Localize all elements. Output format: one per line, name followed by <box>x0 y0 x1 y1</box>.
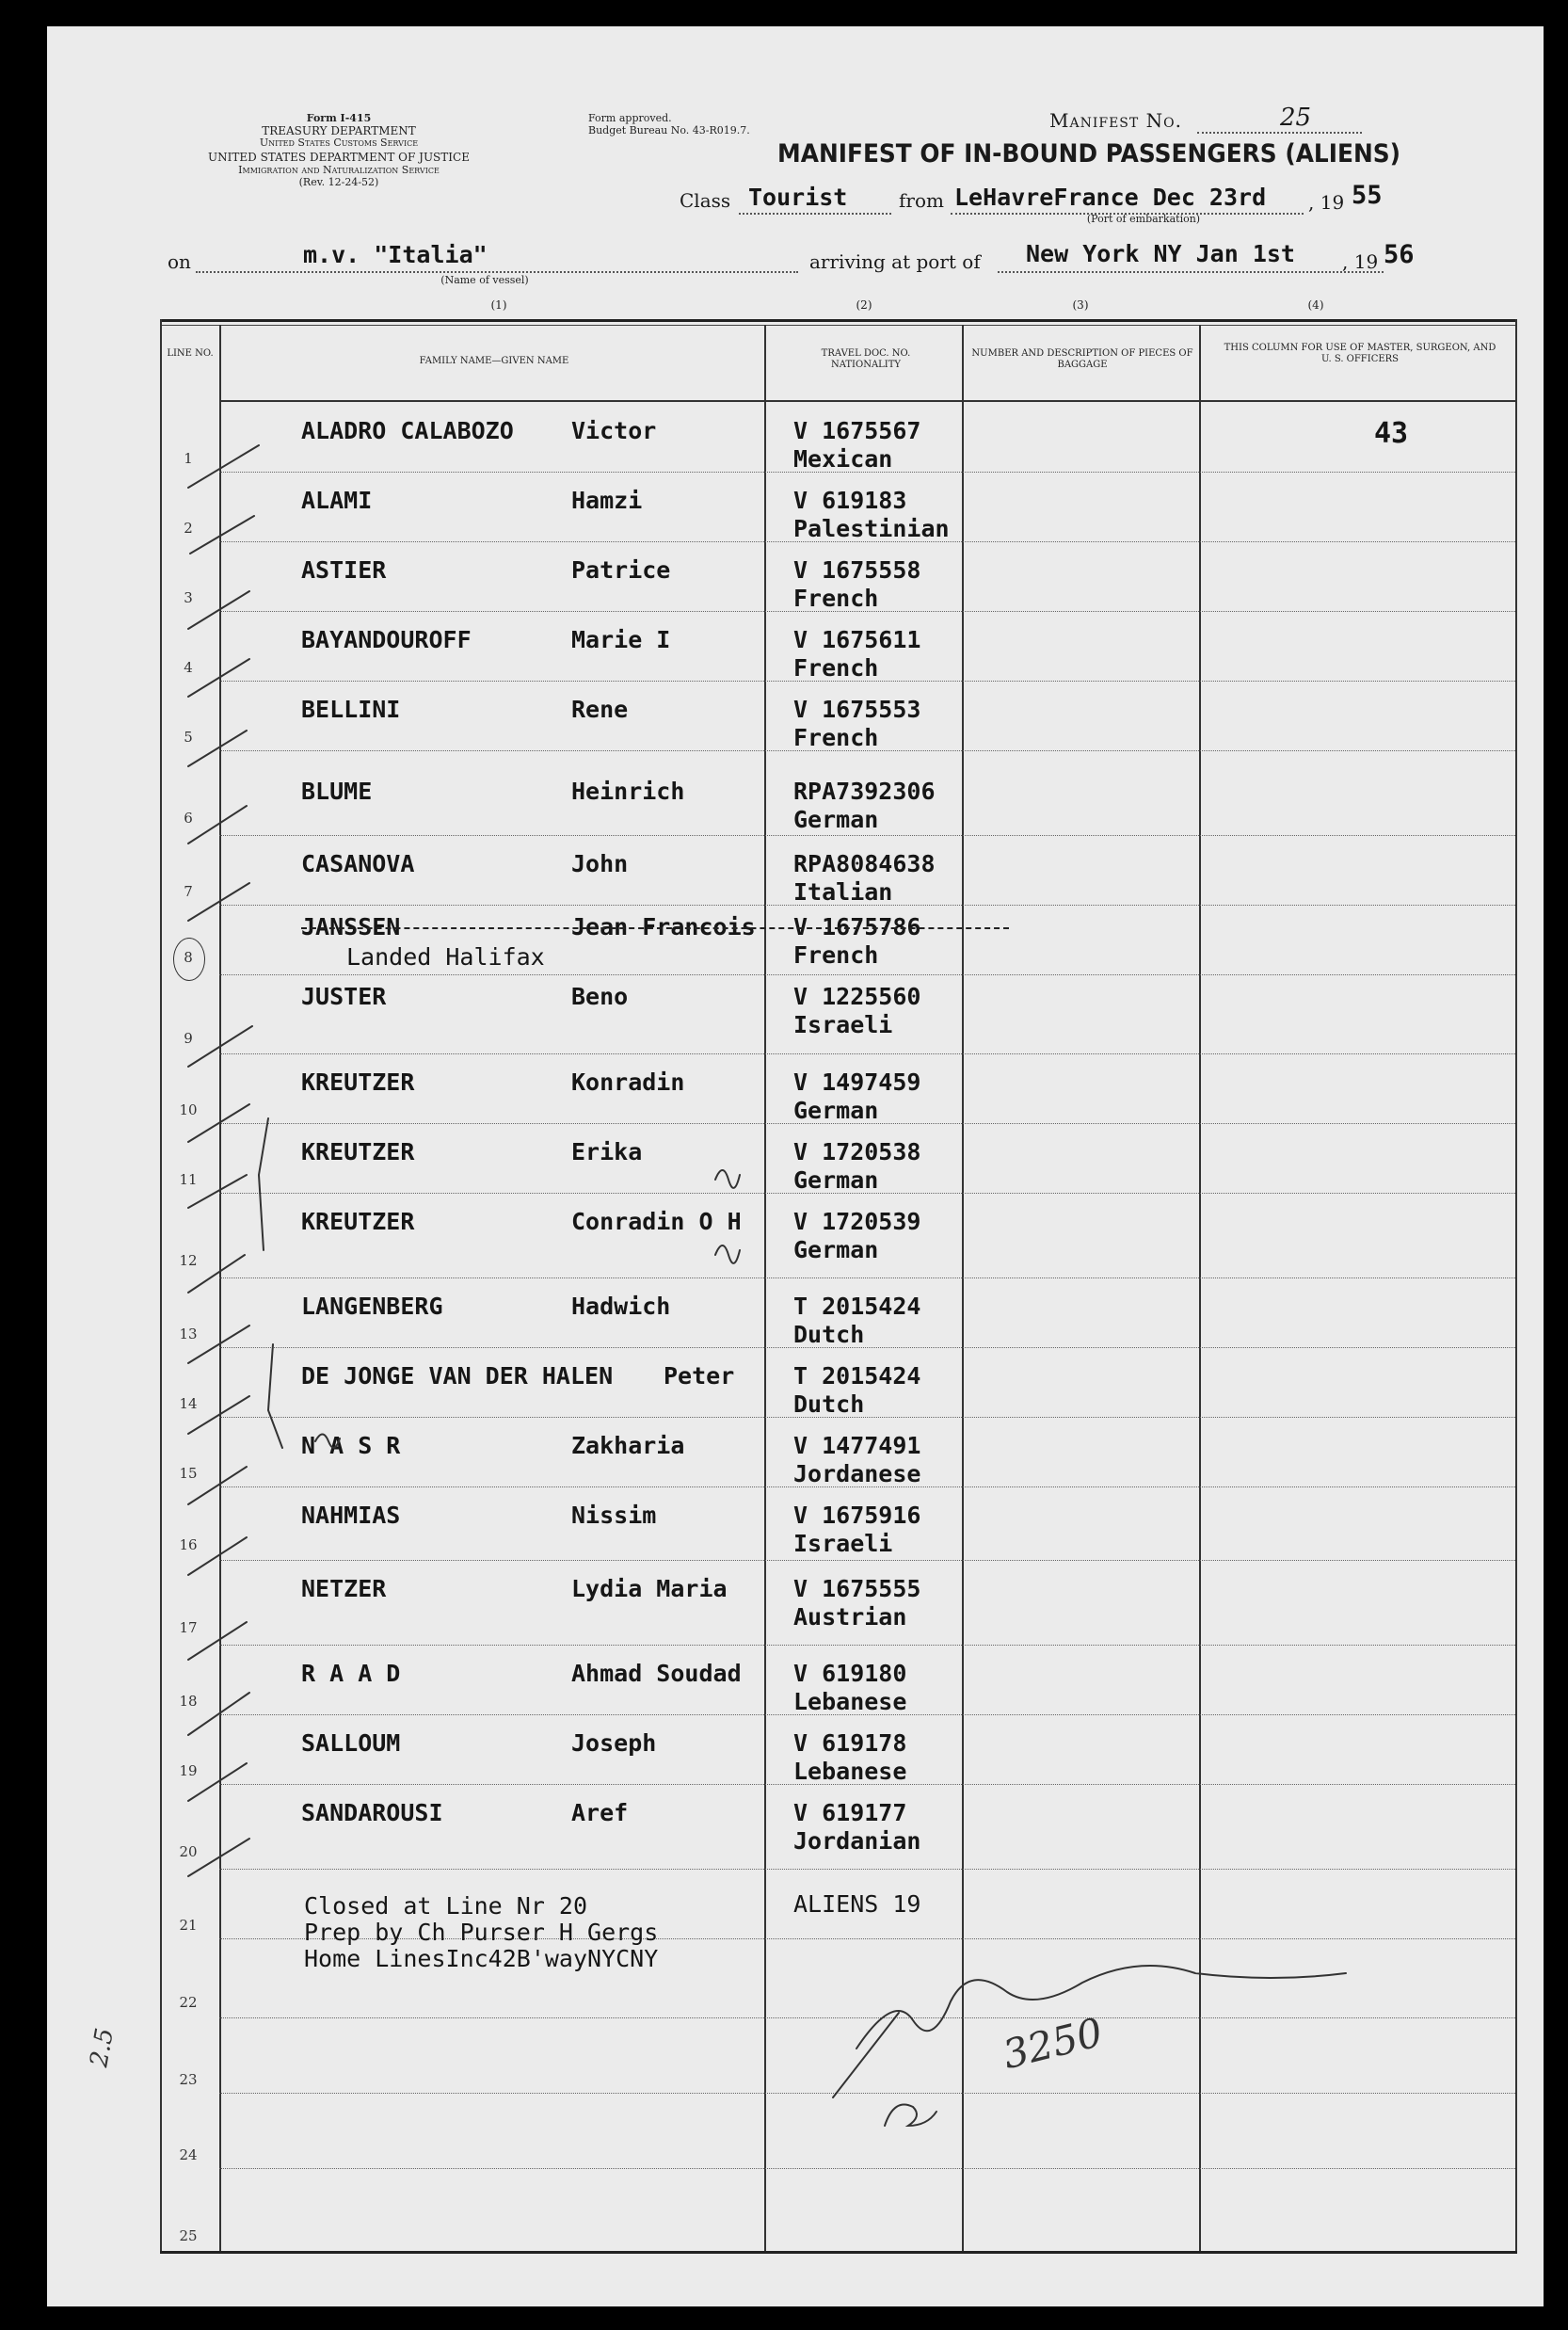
treasury-label: TREASURY DEPARTMENT <box>262 123 416 137</box>
line-number: 13 <box>179 1326 198 1342</box>
table-row <box>47 682 1544 751</box>
nationality: Israeli <box>793 1011 893 1038</box>
travel-doc-number: V 619177 <box>793 1799 907 1826</box>
line-number: 20 <box>179 1843 198 1860</box>
strike-through-line <box>301 927 1009 929</box>
family-name: BELLINI <box>301 696 401 723</box>
arriving-label: arriving at port of <box>809 250 981 273</box>
nationality: Jordanese <box>793 1460 921 1487</box>
family-name: KREUTZER <box>301 1069 415 1096</box>
nationality: Italian <box>793 878 893 906</box>
table-top-rule-thin <box>160 325 1517 326</box>
header-line-no: LINE NO. <box>167 348 214 359</box>
nationality: French <box>793 654 879 682</box>
family-name: KREUTZER <box>301 1138 415 1165</box>
year1-value: 55 <box>1352 181 1383 210</box>
aliens-count: ALIENS 19 <box>793 1890 921 1918</box>
budget-bureau: Budget Bureau No. 43-R019.7. <box>588 123 750 137</box>
page-note: 2.5 <box>85 2026 120 2069</box>
revision-label: (Rev. 12-24-52) <box>298 175 379 188</box>
given-name: Peter <box>664 1362 735 1390</box>
form-approved: Form approved. <box>588 112 672 124</box>
family-name: DE JONGE VAN DER HALEN <box>301 1362 614 1390</box>
travel-doc-number: V 1675567 <box>793 417 921 444</box>
nationality: Jordanian <box>793 1827 921 1855</box>
family-name: BAYANDOUROFF <box>301 626 472 653</box>
manifest-number-label: Manifest No. <box>1049 109 1182 132</box>
nationality: German <box>793 1097 879 1124</box>
family-name: NAHMIAS <box>301 1502 401 1529</box>
line-number: 23 <box>179 2071 198 2088</box>
given-name: Heinrich <box>571 778 685 805</box>
family-name: N A S R <box>301 1432 401 1459</box>
stamp-number: 3250 <box>998 2008 1108 2079</box>
table-header-rule <box>219 400 1515 402</box>
given-name: Nissim <box>571 1502 657 1529</box>
year2-prefix: , 19 <box>1342 250 1379 273</box>
table-row <box>47 612 1544 682</box>
travel-doc-number: V 1497459 <box>793 1069 921 1096</box>
table-row <box>47 836 1544 906</box>
table-row <box>47 1561 1544 1646</box>
given-name: John <box>571 850 629 877</box>
table-row <box>47 1278 1544 1348</box>
manifest-title: MANIFEST OF IN-BOUND PASSENGERS (ALIENS) <box>777 139 1400 169</box>
family-name: SANDAROUSI <box>301 1799 443 1826</box>
line-number: 8 <box>184 949 193 966</box>
family-name: NETZER <box>301 1575 387 1602</box>
table-row <box>47 1124 1544 1194</box>
given-name: Aref <box>571 1799 629 1826</box>
family-name: JANSSEN <box>301 913 401 940</box>
table-row-struck <box>47 906 1544 975</box>
line-number: 22 <box>179 1994 198 2011</box>
nationality: German <box>793 1236 879 1263</box>
nationality: Palestinian <box>793 515 950 542</box>
travel-doc-number: V 1675553 <box>793 696 921 723</box>
line-number: 6 <box>184 810 193 827</box>
dotted-line <box>739 213 891 215</box>
justice-label: UNITED STATES DEPARTMENT OF JUSTICE <box>208 151 470 165</box>
table-row <box>47 1418 1544 1487</box>
given-name: Patrice <box>571 556 671 584</box>
given-name: Rene <box>571 696 629 723</box>
family-name: CASANOVA <box>301 850 415 877</box>
manifest-page <box>47 26 1544 2306</box>
line-number: 10 <box>179 1101 198 1118</box>
travel-doc-number: V 1675611 <box>793 626 921 653</box>
year1-prefix: , 19 <box>1308 191 1345 214</box>
column-number-1: (1) <box>490 298 507 312</box>
vessel-value: m.v. "Italia" <box>303 241 488 268</box>
given-name: Joseph <box>571 1729 657 1757</box>
dotted-line <box>998 271 1384 273</box>
line-number: 9 <box>184 1030 193 1047</box>
table-row <box>47 1487 1544 1561</box>
family-name: JUSTER <box>301 983 387 1010</box>
header-officers: THIS COLUMN FOR USE OF MASTER, SURGEON, AND U. S. OFFICERS <box>1224 343 1496 364</box>
line-number: 15 <box>179 1465 198 1482</box>
header-travel-doc: TRAVEL DOC. NO. NATIONALITY <box>821 348 911 370</box>
line-number: 17 <box>179 1619 198 1636</box>
line-number: 4 <box>184 659 193 676</box>
table-bottom-rule <box>160 2251 1517 2254</box>
line-number: 5 <box>184 729 193 746</box>
on-label: on <box>168 250 191 273</box>
line-number: 14 <box>179 1395 198 1412</box>
family-name: SALLOUM <box>301 1729 401 1757</box>
travel-doc-number: V 1675555 <box>793 1575 921 1602</box>
table-row <box>47 2169 1544 2250</box>
nationality: Israeli <box>793 1530 893 1557</box>
travel-doc-number: V 1225560 <box>793 983 921 1010</box>
table-row <box>47 975 1544 1054</box>
table-row <box>47 2094 1544 2169</box>
line-number: 3 <box>184 589 193 606</box>
line-number: 12 <box>179 1252 198 1269</box>
vessel-caption: (Name of vessel) <box>440 274 529 286</box>
ins-label: Immigration and Naturalization Service <box>238 163 440 176</box>
travel-doc-number: V 619180 <box>793 1660 907 1687</box>
table-row <box>47 1939 1544 2018</box>
given-name: Hadwich <box>571 1293 671 1320</box>
table-row <box>47 1194 1544 1278</box>
given-name: Jean Francois <box>571 913 756 940</box>
travel-doc-number: V 619183 <box>793 487 907 514</box>
table-row <box>47 542 1544 612</box>
travel-doc-number: T 2015424 <box>793 1293 921 1320</box>
nationality: Mexican <box>793 445 893 473</box>
form-header-left <box>151 113 527 188</box>
table-row <box>47 403 1544 473</box>
arriving-value: New York NY Jan 1st <box>1026 240 1295 267</box>
form-number: Form I-415 <box>306 112 372 124</box>
travel-doc-number: RPA8084638 <box>793 850 936 877</box>
table-row <box>47 1715 1544 1785</box>
travel-doc-number: V 1675558 <box>793 556 921 584</box>
officer-note: 43 <box>1374 417 1409 450</box>
given-name: Zakharia <box>571 1432 685 1459</box>
column-number-4: (4) <box>1307 298 1324 312</box>
line-number: 25 <box>179 2227 198 2244</box>
table-row <box>47 1646 1544 1715</box>
table-row <box>47 2018 1544 2094</box>
family-name: ALAMI <box>301 487 373 514</box>
from-value: LeHavreFrance Dec 23rd <box>954 184 1267 211</box>
nationality: Austrian <box>793 1603 907 1631</box>
given-name: Victor <box>571 417 657 444</box>
line-number: 16 <box>179 1536 198 1553</box>
given-name: Hamzi <box>571 487 643 514</box>
nationality: Dutch <box>793 1321 865 1348</box>
dotted-line <box>196 271 798 273</box>
given-name: Conradin O H <box>571 1208 742 1235</box>
form-approval <box>588 113 795 137</box>
customs-label: United States Customs Service <box>259 137 419 150</box>
family-name: R A A D <box>301 1660 401 1687</box>
nationality: German <box>793 806 879 833</box>
travel-doc-number: V 619178 <box>793 1729 907 1757</box>
dotted-line <box>1197 132 1362 134</box>
line-number: 11 <box>179 1171 198 1188</box>
line-number: 1 <box>184 450 193 467</box>
column-number-3: (3) <box>1072 298 1089 312</box>
nationality: German <box>793 1166 879 1194</box>
family-name: BLUME <box>301 778 373 805</box>
given-name: Ahmad Soudad <box>571 1660 742 1687</box>
family-name: KREUTZER <box>301 1208 415 1235</box>
line-number: 19 <box>179 1762 198 1779</box>
given-name: Erika <box>571 1138 643 1165</box>
travel-doc-number: V 1675786 <box>793 913 921 940</box>
family-name: ALADRO CALABOZO <box>301 417 514 444</box>
port-embarkation-caption: (Port of embarkation) <box>1086 213 1201 225</box>
nationality: French <box>793 941 879 969</box>
class-label: Class <box>680 189 731 212</box>
family-name: ASTIER <box>301 556 387 584</box>
class-value: Tourist <box>748 184 848 211</box>
closing-line-3: Home LinesInc42B'wayNYCNY <box>304 1945 659 1972</box>
nationality: Lebanese <box>793 1758 907 1785</box>
travel-doc-number: V 1720539 <box>793 1208 921 1235</box>
given-name: Konradin <box>571 1069 685 1096</box>
line-number: 2 <box>184 520 193 537</box>
table-row <box>47 1054 1544 1124</box>
line-number: 7 <box>184 883 193 900</box>
table-row <box>47 473 1544 542</box>
line-number: 21 <box>179 1917 198 1934</box>
travel-doc-number: RPA7392306 <box>793 778 936 805</box>
nationality: Lebanese <box>793 1688 907 1715</box>
table-top-rule <box>160 319 1517 322</box>
travel-doc-number: V 1675916 <box>793 1502 921 1529</box>
given-name: Lydia Maria <box>571 1575 728 1602</box>
line-number: 18 <box>179 1693 198 1710</box>
manifest-number-value: 25 <box>1280 104 1312 132</box>
nationality: Dutch <box>793 1390 865 1418</box>
closing-line-2: Prep by Ch Purser H Gergs <box>304 1919 659 1946</box>
travel-doc-number: V 1720538 <box>793 1138 921 1165</box>
line-number: 24 <box>179 2146 198 2163</box>
header-name: FAMILY NAME—GIVEN NAME <box>419 356 569 366</box>
landed-note: Landed Halifax <box>346 943 545 971</box>
travel-doc-number: T 2015424 <box>793 1362 921 1390</box>
closing-line-1: Closed at Line Nr 20 <box>304 1892 588 1920</box>
nationality: French <box>793 585 879 612</box>
column-number-2: (2) <box>856 298 872 312</box>
table-row <box>47 1785 1544 1870</box>
from-label: from <box>899 189 944 212</box>
header-baggage: NUMBER AND DESCRIPTION OF PIECES OF BAGGAGE <box>971 348 1193 370</box>
family-name: LANGENBERG <box>301 1293 443 1320</box>
nationality: French <box>793 724 879 751</box>
year2-value: 56 <box>1384 240 1415 269</box>
table-row <box>47 1348 1544 1418</box>
travel-doc-number: V 1477491 <box>793 1432 921 1459</box>
table-row <box>47 751 1544 836</box>
given-name: Beno <box>571 983 629 1010</box>
given-name: Marie I <box>571 626 671 653</box>
